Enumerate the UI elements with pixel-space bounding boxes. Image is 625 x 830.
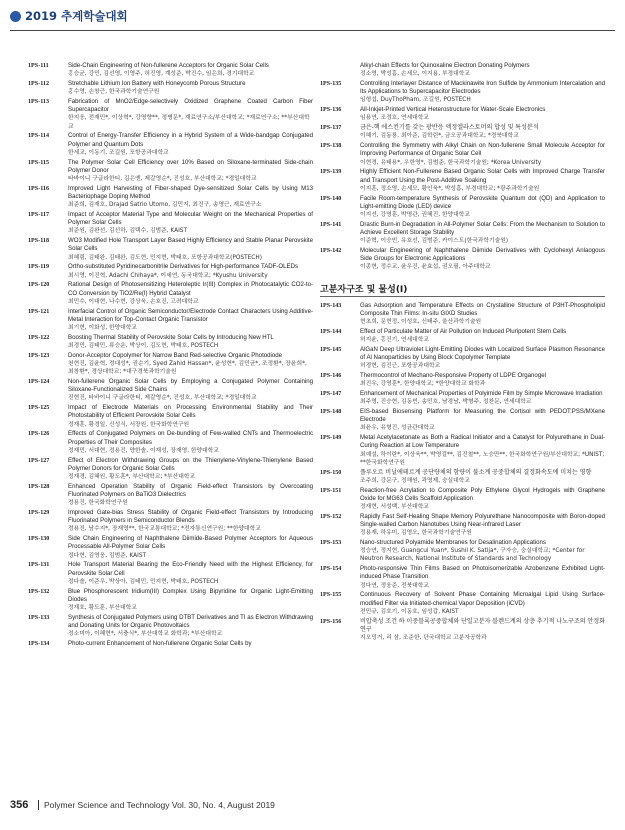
- entry-authors: 이준혁, 이승빈, 유호선, 김범준, 카이스트(한국과학기술원): [360, 238, 509, 245]
- entry-authors: 최혜림, 김태완, 김태완, 김도현, 민지현, 박태호, 포항공과대학교(POSTECH): [68, 254, 262, 261]
- entry-id: 1PS-153: [320, 540, 342, 547]
- entry-authors: 정소영, 박성흠, 손세모, 이지용, 부경대학교: [360, 71, 470, 78]
- entry-authors: 이지선, 강명훈, 박명관, 권혜진, 한양대학교: [360, 212, 470, 219]
- entry-id: 1PS-114: [28, 133, 49, 140]
- entry-title: Boosting Thermal Stability of Perovskite Solar Cells by Introducing New HTL: [68, 333, 274, 341]
- abstract-entry: [28, 237, 313, 262]
- entry-title: Molecular Engineering of Naphthalene Diimide Derivatives with Cyclohexyl Anlaogous Side Groups for Electronic Applications: [360, 247, 605, 263]
- abstract-entry: [320, 302, 605, 327]
- entry-title: Enhanced Operation Stability of Organic Field-effect Transistors by Overcoating Fluorinated Polymers on BaTiO3 Dielectrics: [68, 482, 313, 499]
- entry-title: 금은-핵 에스컨기를 갖는 광반응 액정엘라스토머의 합성 및 특성분석: [360, 124, 539, 132]
- abstract-entry: [320, 168, 605, 193]
- entry-title: Thermocontrol of Mechano-Responsive Property of LDPE Organogel: [360, 372, 546, 380]
- entry-authors: 허경현, 김진근, 포항공과대학교: [360, 363, 441, 370]
- entry-authors: 최준희, 김재호, Drajad Satrio Utomo, 김민지, 최진구, 송영근, 재료연구소: [68, 202, 262, 209]
- abstract-entry: [28, 509, 313, 534]
- entry-id: 1PS-136: [320, 107, 342, 114]
- entry-id: 1PS-111: [28, 63, 49, 69]
- entry-title: Facile Room-temperature Synthesis of Perovskite Quantum dot (QD) and Application to Light-emitting Diode (LED) device: [360, 194, 605, 210]
- entry-authors: 정재민, 서대현, 정용진, 양한솔, 이재성, 장재영, 한양대학교: [68, 447, 219, 454]
- entry-id: 1PS-148: [320, 409, 342, 416]
- entry-title: AlGaN Deep Ultraviolet Light-Emitting Diodes with Localized Surface Plasmon Resonance of Al Nanoparticles by Using Block Copolymer Template: [360, 345, 605, 362]
- entry-title: WO3 Modified Hole Transport Layer Based Highly Efficiency and Stable Planar Perovskite Solar Cells: [68, 237, 313, 253]
- entry-id: 1PS-144: [320, 328, 342, 335]
- header-bullet-icon: [10, 11, 21, 22]
- entry-authors: 지오밍거, 리 삼, 조준한, 단국대학교 고분자공학과: [360, 635, 487, 642]
- entry-authors: 이종현, 정수교, 윤우진, 윤효섭, 권오필, 아주대학교: [360, 264, 491, 271]
- entry-title: Non-fullerene Organic Solar Cells by Employing a Conjugated Polymer Containing Siloxane-Functionalized Side Chains: [68, 378, 313, 394]
- entry-authors: 천현진, 김윤혁, 정대성*, 권순기, Syed Zahid Hassan*, 윤성현*, 김민균*, 조정환*, 장윤희*, 최창환*, 경상대학교; *대구경북과학기술원: [68, 361, 307, 376]
- entry-authors: 정다현, 김영웅, 김범준, KAIST: [68, 552, 147, 559]
- entry-title: EIS-based Biosensing Platform for Measuring the Cortisol with PEDOT:PSS/MXene Electrode: [360, 408, 605, 424]
- abstract-entry: [28, 430, 313, 455]
- section-heading: 고분자구조 및 물성(I): [320, 284, 408, 295]
- journal-citation: Polymer Science and Technology Vol. 30, No. 4, August 2019: [44, 800, 275, 810]
- entry-authors: 정재현, 서성백, 부산대학교: [360, 504, 429, 511]
- entry-title: All-Inkjet-Printed Vertical Heterostructure for Water-Scale Electronics: [360, 106, 546, 114]
- abstract-entry: [320, 80, 605, 105]
- abstract-entry: [320, 124, 605, 140]
- abstract-entry: [320, 513, 605, 538]
- abstract-entry: [320, 328, 605, 344]
- entry-authors: 타바이니 구글라한티, 김은엔, 제갈영순*, 진성호, 부산대학교; *경일대학교: [68, 176, 257, 183]
- entry-id: 1PS-139: [320, 169, 342, 176]
- entry-id: 1PS-128: [28, 483, 50, 490]
- abstract-entry: [320, 195, 605, 220]
- abstract-entry: [320, 106, 605, 122]
- page-number: 356: [10, 799, 29, 811]
- abstract-entry: [28, 483, 313, 508]
- abstract-entry: [28, 640, 313, 648]
- entry-title: Controlling the Symmetry with Alkyl Chain on Non-fullerene Small Molecule Acceptor for Improving Performance of Organic Solar Cell: [360, 142, 605, 158]
- entry-authors: 최윤우, 유형진, 성균관대학교: [360, 425, 435, 432]
- abstract-entry: [320, 221, 605, 246]
- entry-id: 1PS-117: [28, 212, 49, 219]
- entry-authors: 허지윤, 홍진기, 연세대학교: [360, 337, 429, 344]
- entry-id: 1PS-125: [28, 405, 50, 412]
- entry-authors: 이지훈, 정소영, 손세모, 황인욱*, 박성흠, 부경대학교; *광주과학기술원: [360, 185, 540, 192]
- abstract-entry: [320, 487, 605, 512]
- section-rule: [320, 296, 605, 297]
- entry-title: Metal Acetylacetonate as Both a Radical Initiator and a Catalyst for Polyurethane in Dual-Curing Reaction at Low Temperature: [360, 434, 605, 450]
- abstract-entry: [28, 62, 313, 78]
- entry-title: Controlling Interlayer Distance of Mackinawite Iron Sulfide by Ammonium Intercalation and Its Applications to Supercapacitor Electrodes: [360, 80, 605, 96]
- abstract-entry: [28, 378, 313, 403]
- entry-authors: 최준원, 김완선, 김선하, 김택수, 김범준, KAIST: [68, 228, 188, 235]
- entry-authors: 정재경, 김혜원, 황도훈*, 부산대학교; *부산대학교: [68, 474, 196, 481]
- entry-authors: 임용연, 조정호, 연세대학교: [360, 115, 429, 122]
- entry-id: 1PS-127: [28, 457, 50, 464]
- entry-authors: 최기현, 이화성, 한양대학교: [68, 325, 137, 332]
- entry-id: 1PS-149: [320, 435, 342, 442]
- abstract-entry: [320, 591, 605, 616]
- header-rule: [10, 30, 615, 31]
- entry-id: 1PS-132: [28, 588, 50, 595]
- entry-authors: 정용진, 한국화학연구원: [68, 500, 128, 507]
- entry-title: Photo-responsive Thin Films Based on Photoisomerizable Azobenzene Exhibited Light-induced Phase Transition: [360, 565, 605, 581]
- entry-id: 1PS-120: [28, 282, 50, 289]
- entry-title: Impact of Electrode Materials on Processing Environmental Stability and Their Photostability of Efficient Perovskite Solar Cells: [68, 404, 313, 420]
- entry-authors: 정용재, 하유미, 김영오, 한국과학기술연구원: [360, 530, 472, 537]
- page-header: [10, 8, 615, 34]
- entry-authors: 홍수영, 손창근, 한국과학기술연구원: [68, 89, 160, 96]
- entry-id: 1PS-124: [28, 379, 50, 386]
- entry-authors: 최주영, 진승현, 김동빈, 송민호, 남경남, 박형주, 정찬문, 연세대학교: [360, 399, 532, 406]
- entry-title: Reaction-free Acrylation to Composite Poly Ethylene Glycol Hydrogels with Graphene Oxide for MG63 Cells Scaffold Application: [360, 486, 605, 502]
- entry-title: Interfacial Control of Organic Semiconductor/Electrode Contact Characters Using Additive-Metal Interaction for Top-Contact Organic Transistor: [68, 307, 313, 323]
- entry-title: Improved Light Harvesting of Fiber-shaped Dye-sensitized Solar Cells by Using M13 Bacteriophage Doping Method: [68, 184, 313, 201]
- entry-id: 1PS-112: [28, 81, 49, 87]
- abstract-entry: [320, 390, 605, 406]
- entry-title: Photo-current Enhancement of Non-fullerene Organic Solar Cells by: [68, 640, 252, 648]
- abstract-entry: [28, 588, 313, 613]
- entry-id: 1PS-118: [28, 238, 49, 245]
- entry-authors: 한지웅, 전재민*, 이상혁*, 강영향**, 정병문*, 재료연구소/부산대학교; *재료연구소; **부산대학교: [68, 115, 310, 130]
- entry-id: 1PS-137: [320, 125, 342, 132]
- entry-title: Ortho-substituted Pyridinecarbonitrile Derivatives for High-performance TADF-OLEDs: [68, 263, 299, 271]
- entry-authors: 정소미아, 이혜현*, 서충식*, 부산대학교 화학과; *부산대학교: [68, 631, 223, 638]
- entry-id: 1PS-135: [320, 81, 342, 87]
- entry-authors: 최예설, 하이란*, 이상욱**, 박영걸**, 김진철**, 노승만**, 한국화학연구원/부산대학교; *UNIST; **한국화학연구원: [360, 451, 605, 466]
- abstract-entry: [28, 159, 313, 184]
- abstract-entry: [28, 334, 313, 350]
- entry-authors: 진현진, 타바이니 구글라한티, 제갈영순*, 진성호, 부산대학교; *경일대학교: [68, 395, 257, 402]
- entry-title: Nano-structured Polyamide Membranes for Desalination Applications: [360, 539, 546, 547]
- entry-title: Effects of Conjugated Polymers on De-bundling of Few-walled CNTs and Thermoelectric Properties of Their Composites: [68, 430, 313, 446]
- abstract-entry: [320, 434, 605, 467]
- entry-title: Enhancement of Mechanical Properties of Polyimide Film by Simple Microwave Irradiation: [360, 390, 603, 398]
- entry-id: 1PS-141: [320, 221, 342, 228]
- entry-id: 1PS-134: [28, 641, 50, 648]
- entry-id: 1PS-143: [320, 302, 342, 309]
- entry-authors: 최경민, 김태민, 류승운, 박상이, 김도현, 박태호, POSTECH: [68, 343, 219, 350]
- entry-id: 1PS-130: [28, 536, 50, 543]
- entry-title: The Polymer Solar Cell Efficiency over 10% Based on Siloxane-terminated Side-chain Polymer Donor: [68, 158, 313, 174]
- abstract-entry: [320, 346, 605, 371]
- right-column-entries: [320, 62, 605, 272]
- entry-id: 1PS-121: [28, 308, 50, 315]
- entry-authors: 홍승균, 강민, 김선영, 이영주, 허진영, 계성준, 박진수, 임은희, 경기대학교: [68, 71, 255, 78]
- entry-title: Stretchable Lithium Ion Battery with Honeycomb Porous Structure: [68, 80, 246, 87]
- abstract-entry: [320, 372, 605, 388]
- abstract-entry: [320, 408, 605, 433]
- abstract-entry: [28, 561, 313, 586]
- abstract-entry: [28, 98, 313, 131]
- entry-authors: 임형섭, DuyThoPham, 조길원, POSTECH: [360, 97, 471, 104]
- entry-id: 1PS-129: [28, 510, 50, 517]
- right-column-entries-2: [320, 302, 605, 643]
- entry-title: Donor-Acceptor Copolymer for Narrow Band Red-selective Organic Photodiode: [68, 351, 283, 359]
- entry-title: Gas Adsorption and Temperature Effects on Crystalline Structure of P3HT-Phospholipid Composite Thin Films: In-situ GIXD Studies: [360, 301, 605, 317]
- abstract-entry: [28, 263, 313, 279]
- entry-title: Improved Gate-bias Stress Stability of Organic Field-effect Transistors by Introducing Fluorinated Polymers in Semiconductor Blends: [68, 509, 313, 525]
- entry-authors: 정다솔, 이준우, 박상아, 김태민, 민지현, 박태호, POSTECH: [68, 578, 219, 585]
- entry-id: 1PS-138: [320, 143, 342, 150]
- entry-id: 1PS-126: [28, 431, 50, 438]
- entry-title: Rational Design of Photosensitizing Heteroleptic Ir(III) Complex in Photocatalytic CO2-to-CO Conversion by TiO2/Re(I) Hybrid Catalyst: [68, 281, 313, 297]
- entry-authors: 최시영, 이진혁, Adachi Chihaya*, 이세연, 동국대학교; *Kyushu University: [68, 272, 268, 279]
- abstract-entry: [320, 62, 605, 78]
- entry-authors: 정다연, 정웅준, 전북대학교: [360, 582, 429, 589]
- abstract-entry: [28, 132, 313, 157]
- abstract-entry: [320, 469, 605, 485]
- entry-title: Effect of Electron Withdrawing Groups on the Thienylene-Vinylene-Thienylene Based Polymer Donors for Organic Solar Cells: [68, 456, 313, 472]
- entry-id: 1PS-146: [320, 373, 342, 380]
- abstract-entry: [28, 352, 313, 377]
- entry-authors: 최진우, 강영훈*, 한양대학교; *한양대학교 화학과: [360, 381, 486, 388]
- entry-id: 1PS-131: [28, 562, 50, 569]
- entry-title: Side Chain Engineering of Naphthalene Diimide-Based Polymer Acceptors for Aqueous Processable All-Polymer Solar Cells: [68, 535, 313, 551]
- entry-id: 1PS-156: [320, 618, 342, 625]
- entry-title: Alkyl-chain Effects for Quinoxaline Electron Donating Polymers: [360, 62, 530, 69]
- entry-id: 1PS-145: [320, 346, 342, 353]
- footer-divider: [38, 800, 39, 810]
- entry-id: 1PS-113: [28, 99, 49, 105]
- entry-id: 1PS-116: [28, 185, 49, 192]
- entry-title: Control of Energy-Transfer Efficiency in a Hybrid System of a Wide-bandgap Conjugated Polymer and Quantum Dots: [68, 132, 313, 148]
- abstract-entry: [320, 618, 605, 643]
- entry-authors: 정재훈, 황경일, 신성식, 서장원, 한국화학연구원: [68, 421, 190, 428]
- entry-id: 1PS-122: [28, 334, 50, 341]
- entry-title: Impact of Acceptor Material Type and Molecular Weight on the Mechanical Properties of Polymer Solar Cells: [68, 211, 313, 227]
- entry-title: Drastic Burn-in Degradation in All-Polymer Solar Cells: From the Mechanism to Solution to Achieve Excellent Storage Stability: [360, 220, 605, 237]
- entry-authors: 정용진, 남수지*, 장재영**, 한국교통대학교; *전자통신연구원; **한양대학교: [68, 526, 261, 533]
- entry-authors: 조주희, 강문구, 정해원, 곽영제, 숭실대학교: [360, 477, 470, 484]
- entry-authors: 정승연, 정지현, Guangcui Yuan*, Sushil K. Satija*, 구자승, 숭실대학교; *Center for Neutron Research, National Institute of Standards and Technology: [360, 548, 585, 563]
- entry-id: 1PS-152: [320, 513, 342, 520]
- entry-title: Continuous Recovery of Solvent Phase Containing Microalgal Lipid Using Surface-modified Filter via Initiated-chemical Vapor Deposition (iCVD): [360, 591, 605, 607]
- abstract-entry: [320, 539, 605, 564]
- entry-id: 1PS-140: [320, 195, 342, 202]
- entry-id: 1PS-151: [320, 487, 342, 494]
- entry-authors: 한세교, 이동기, 조길원, 포항공과대학교: [68, 149, 169, 156]
- entry-authors: 이혜기, 김동룡, 최아준, 김학린*, 금오공과대학교; *경북대학교: [360, 133, 519, 140]
- entry-title: 플루오르 비닐에테르계 공단량체의 함량이 불소계 공중합체의 결정화속도에 미치는 영향: [360, 468, 592, 476]
- entry-authors: 이현경, 유태용*, 우한영*, 김범준, 한국과학기술원; *Korea University: [360, 159, 542, 166]
- right-column: [320, 62, 605, 644]
- abstract-entry: [28, 185, 313, 210]
- abstract-entry: [28, 281, 313, 306]
- entry-title: Synthesis of Conjugated Polymers using DTBT Derivatives and TI as Electron Withdrawing and Donating Units for Organic Photovoltaics: [68, 613, 313, 630]
- header-title: 2019 추계학술대회: [25, 9, 128, 23]
- entry-id: 1PS-133: [28, 614, 50, 621]
- page-footer: [10, 797, 615, 817]
- entry-title: Effect of Particulate Matter of Air Pollution on Induced Pluripotent Stem Cells: [360, 327, 567, 335]
- entry-title: Hole Transport Material Bearing the Eco-Friendly Need with the Highest Efficiency, for Perovskite Solar Cell: [68, 561, 313, 577]
- entry-authors: 전민규, 김호기, 이동호, 임성갑, KAIST: [360, 608, 459, 615]
- abstract-entry: [28, 308, 313, 333]
- abstract-entry: [28, 614, 313, 639]
- entry-title: 비압축성 조건 하 이중블록공중합체와 단일고분자 블렌드계의 상층 추기적 나노구조의 안정화 연구: [360, 617, 605, 633]
- entry-title: Highly Efficient Non-Fullerene Based Organic Solar Cells with Improved Charge Transfer and Transport Using the Post-Additive Soaking: [360, 168, 605, 184]
- entry-id: 1PS-155: [320, 592, 342, 599]
- abstract-entry: [28, 535, 313, 560]
- entry-authors: 현초희, 문현정, 이성호, 신태주, 울산과학기술원: [360, 319, 482, 326]
- entry-id: 1PS-150: [320, 469, 342, 476]
- entry-id: 1PS-123: [28, 352, 50, 359]
- abstract-entry: [28, 457, 313, 482]
- left-column: [28, 62, 313, 650]
- abstract-entry: [320, 565, 605, 590]
- abstract-entry: [28, 404, 313, 429]
- abstract-entry: [320, 142, 605, 167]
- entry-id: 1PS-119: [28, 264, 49, 271]
- abstract-entry: [320, 247, 605, 272]
- entry-id: 1PS-147: [320, 391, 342, 398]
- entry-id: 1PS-142: [320, 248, 342, 255]
- entry-authors: 정재호, 황도훈, 부산대학교: [68, 605, 137, 612]
- entry-title: Fabrication of MnO2/Edge-selectively Oxidized Graphene Coated Carbon Fiber Supercapacitor: [68, 98, 313, 114]
- abstract-entry: [28, 80, 313, 96]
- entry-title: Rapidly Fast Self-Healing Shape Memory Polyurethane Nanocomposite with Boron-doped Single-walled Carbon Nanotubes Using Near-infrared Laser: [360, 512, 605, 529]
- entry-title: Blue Phosphorescent Iridium(III) Complex Using Bipyridine for Organic Light-Emitting Diodes: [68, 587, 313, 603]
- entry-authors: 최민수, 이대현, 나수현, 강상욱, 손호진, 고려대학교: [68, 298, 199, 305]
- entry-id: 1PS-154: [320, 566, 342, 573]
- entry-title: Side-Chain Engineering of Non-fullerene Acceptors for Organic Solar Cells: [68, 62, 269, 69]
- abstract-entry: [28, 211, 313, 236]
- entry-id: 1PS-115: [28, 159, 49, 166]
